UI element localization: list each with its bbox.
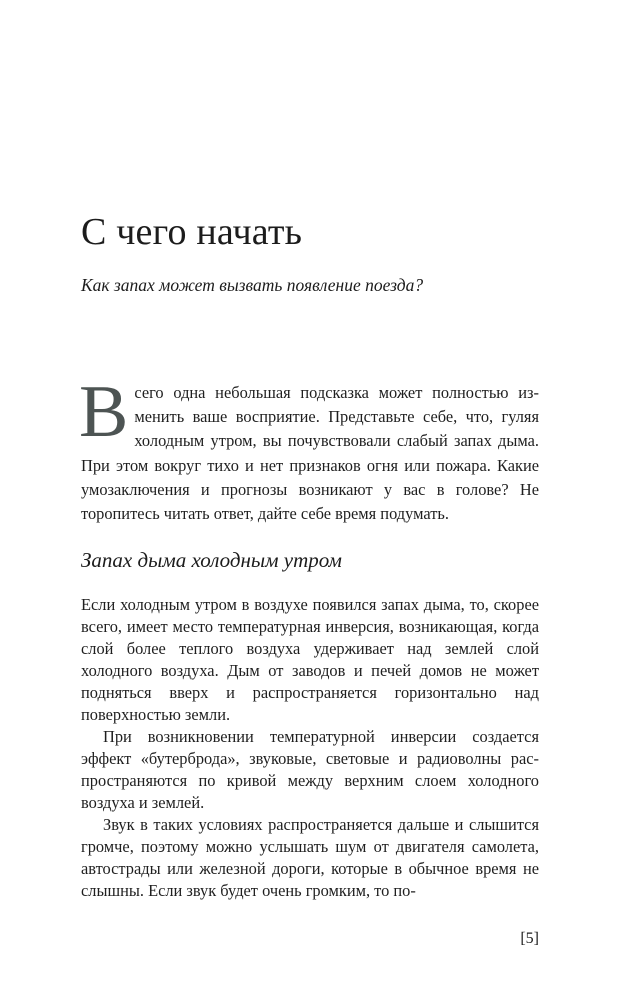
section-heading: Запах дыма холодным утром (81, 548, 342, 572)
intro-paragraph (79, 371, 539, 526)
page-number: [5] (520, 930, 539, 947)
section-body (81, 594, 539, 902)
body-paragraph: Звук в таких условиях распространяется дальше и слышится громче, поэтому можно услышать шум от двигателя самолета, автострады или железной дороги, которые в обычное время не слышны. Если звук будет очень громким, то по- (81, 815, 539, 900)
body-paragraph: При возникновении температурной инверсии создается эффект «бутерброда», звуковые, световые и радиоволны распространяются по кривой между верхним слоем холодного воздуха и землей. (81, 727, 539, 812)
body-paragraph: Если холодным утром в воздухе появился запах дыма, то, скорее всего, имеет место температурная инверсия, возникающая, когда слой более теплого воздуха удерживает над землей слой холодного воздуха. Дым от заводов и печей домов не может подняться вверх и распространяется горизонтально над поверхностью земли. (81, 595, 539, 724)
chapter-title: С чего начать (81, 211, 303, 253)
drop-cap: В (79, 371, 129, 453)
chapter-subtitle: Как запах может вызвать появление поезда? (81, 275, 424, 295)
intro-text: сего одна небольшая подсказка может полностью изменить ваше восприятие. Представьте себе, что, гуляя холодным утром, вы почувствовали слабый запах дыма. При этом вокруг тихо и нет признаков огня или пожара. Какие умозаключения и прогнозы возникают у вас в голове? Не торопитесь читать ответ, дайте себе время подумать. (81, 383, 539, 524)
